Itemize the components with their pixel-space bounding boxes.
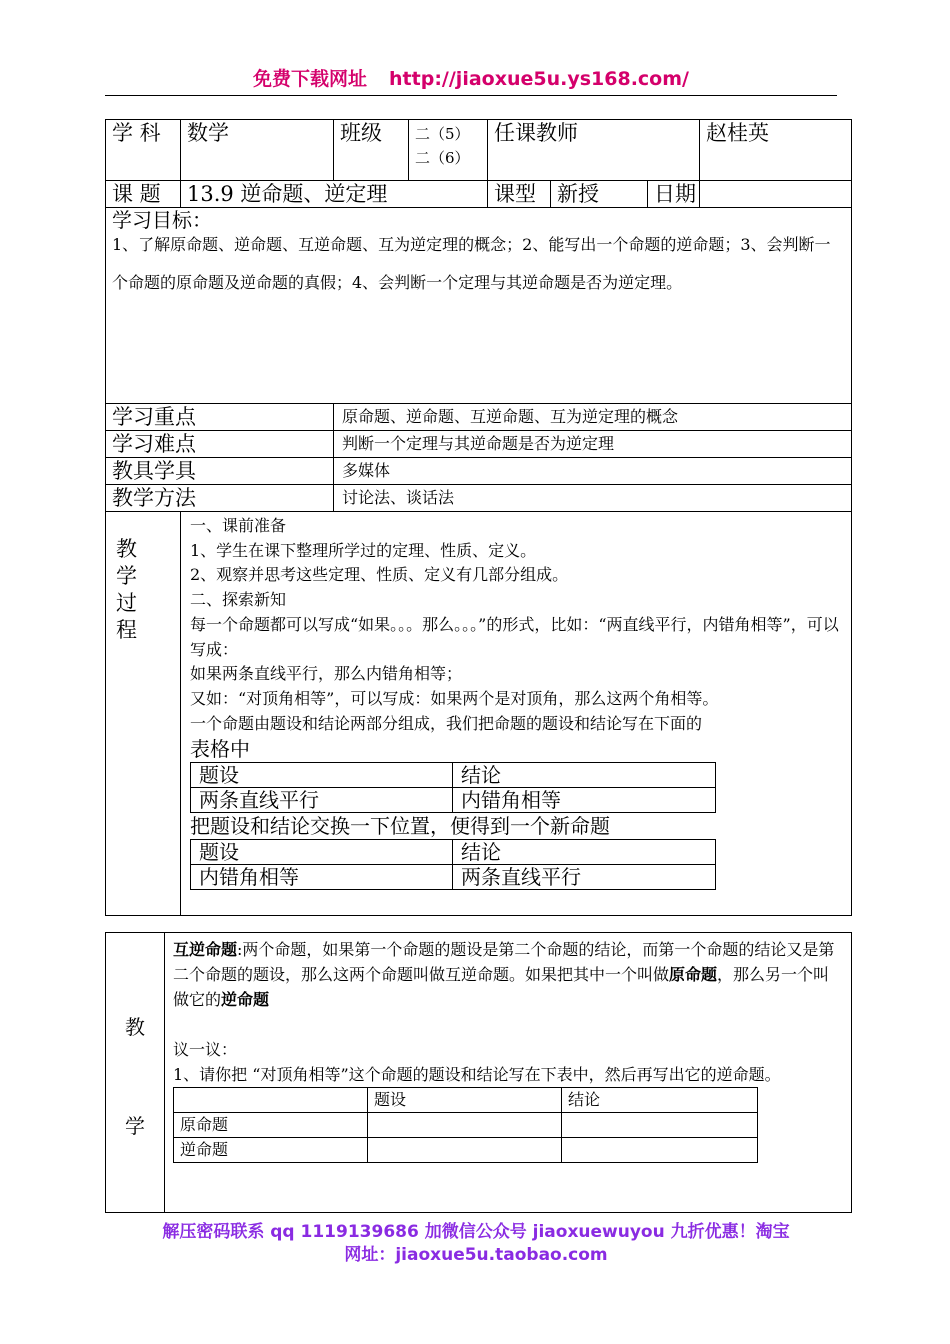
key-points-value: 原命题、逆命题、互逆命题、互为逆定理的概念 xyxy=(334,404,852,431)
discussion-cell[interactable] xyxy=(562,1138,758,1163)
discussion-cell[interactable] xyxy=(368,1113,562,1138)
header-banner xyxy=(105,64,837,91)
table1-conclusion: 内错角相等 xyxy=(453,788,716,813)
lesson-plan-table xyxy=(105,119,852,916)
discussion-cell[interactable] xyxy=(562,1113,758,1138)
table1-header-conclusion: 结论 xyxy=(453,763,716,788)
table2-conclusion: 两条直线平行 xyxy=(453,865,716,890)
table2-header-conclusion: 结论 xyxy=(453,840,716,865)
subject-label: 学 科 xyxy=(106,120,181,181)
process-line: 二、探索新知 xyxy=(190,590,287,610)
difficulty-value: 判断一个定理与其逆命题是否为逆定理 xyxy=(334,431,852,458)
date-label: 日期 xyxy=(648,181,700,208)
type-value: 新授 xyxy=(551,181,648,208)
class-value-2: 二（6） xyxy=(415,149,470,167)
class-value-1: 二（5） xyxy=(415,125,470,143)
definition-text-1: :两个命题，如果第一个命题的题设是第二个命题的结论，而第一个命题的结论又是第二个命题的题设，那么这两个命题叫做互逆命题。如果把其中一个叫做 xyxy=(173,940,835,984)
header-label: 免费下载网址 xyxy=(253,68,368,90)
objectives-title: 学习目标： xyxy=(112,208,212,232)
table1-premise: 两条直线平行 xyxy=(191,788,453,813)
discussion-row-label: 逆命题 xyxy=(174,1138,368,1163)
discussion-cell[interactable] xyxy=(368,1138,562,1163)
header-url-link[interactable]: http://jiaoxue5u.ys168.com/ xyxy=(389,68,689,90)
table2-header-premise: 题设 xyxy=(191,840,453,865)
teaching-content xyxy=(165,933,852,1213)
process-label-char: 过 xyxy=(116,591,137,615)
teaching-label-char: 教 xyxy=(125,1015,145,1039)
subject-value: 数学 xyxy=(181,120,334,181)
discuss-title: 议一议： xyxy=(173,1040,238,1059)
table2-premise: 内错角相等 xyxy=(191,865,453,890)
teacher-value: 赵桂英 xyxy=(700,120,852,181)
footer-banner xyxy=(110,1221,842,1267)
discussion-header: 题设 xyxy=(368,1088,562,1113)
tools-label: 教具学具 xyxy=(106,458,334,485)
tools-value: 多媒体 xyxy=(334,458,852,485)
table-intro: 表格中 xyxy=(190,737,250,762)
class-value xyxy=(409,120,488,181)
discussion-header: 结论 xyxy=(562,1088,758,1113)
difficulty-label: 学习难点 xyxy=(106,431,334,458)
discussion-header xyxy=(174,1088,368,1113)
topic-label: 课 题 xyxy=(106,181,181,208)
teaching-table xyxy=(105,932,852,1213)
definition-original: 原命题 xyxy=(669,965,718,984)
teaching-label-char: 学 xyxy=(125,1114,145,1138)
process-label xyxy=(106,512,181,916)
definition-text-2: ，那么另一个叫做它的 xyxy=(173,965,830,1009)
process-line: 1、学生在课下整理所学过的定理、性质、定义。 xyxy=(190,540,537,560)
process-label-char: 程 xyxy=(116,618,137,642)
process-line: 又如：“对顶角相等”，可以写成：如果两个是对顶角，那么这两个角相等。 xyxy=(190,688,719,708)
definition-converse: 逆命题 xyxy=(221,990,270,1009)
discuss-text: 1、请你把 “对顶角相等”这个命题的题设和结论写在下表中，然后再写出它的逆命题。 xyxy=(173,1065,781,1084)
process-label-char: 学 xyxy=(116,564,137,588)
footer-line-1: 解压密码联系 qq 1119139686 加微信公众号 jiaoxuewuyou 九折优惠！淘宝 xyxy=(162,1222,790,1242)
topic-value: 13.9 逆命题、逆定理 xyxy=(181,181,488,208)
header-divider xyxy=(105,95,837,96)
process-content xyxy=(181,512,852,916)
definition-paragraph xyxy=(173,937,845,1012)
key-points-label: 学习重点 xyxy=(106,404,334,431)
process-label-char: 教 xyxy=(116,537,137,561)
process-line: 一、课前准备 xyxy=(190,516,287,535)
proposition-table-2 xyxy=(190,839,716,890)
method-value: 讨论法、谈话法 xyxy=(334,485,852,512)
teacher-label: 任课教师 xyxy=(488,120,700,181)
proposition-table-1 xyxy=(190,762,716,813)
discussion-table xyxy=(173,1087,758,1163)
process-line: 一个命题由题设和结论两部分组成，我们把命题的题设和结论写在下面的 xyxy=(190,713,703,733)
definition-term: 互逆命题 xyxy=(173,940,238,959)
learning-objectives xyxy=(106,208,852,404)
objectives-text: 1、了解原命题、逆命题、互逆命题、互为逆定理的概念；2、能写出一个命题的逆命题；3、会判断一个命题的原命题及逆命题的真假；4、会判断一个定理与其逆命题是否为逆定理。 xyxy=(112,235,831,292)
footer-line-2[interactable]: 网址：jiaoxue5u.taobao.com xyxy=(344,1245,608,1265)
swap-text: 把题设和结论交换一下位置，便得到一个新命题 xyxy=(190,814,610,839)
process-line: 每一个命题都可以写成“如果。。。那么。。。”的形式，比如：“两直线平行，内错角相等”，可以写成： xyxy=(190,614,839,659)
class-label: 班级 xyxy=(334,120,409,181)
discussion-row-label: 原命题 xyxy=(174,1113,368,1138)
type-label: 课型 xyxy=(488,181,551,208)
process-line: 如果两条直线平行，那么内错角相等； xyxy=(190,664,463,684)
teaching-label xyxy=(106,933,165,1213)
date-value xyxy=(700,181,852,208)
table1-header-premise: 题设 xyxy=(191,763,453,788)
method-label: 教学方法 xyxy=(106,485,334,512)
process-line: 2、观察并思考这些定理、性质、定义有几部分组成。 xyxy=(190,565,569,585)
